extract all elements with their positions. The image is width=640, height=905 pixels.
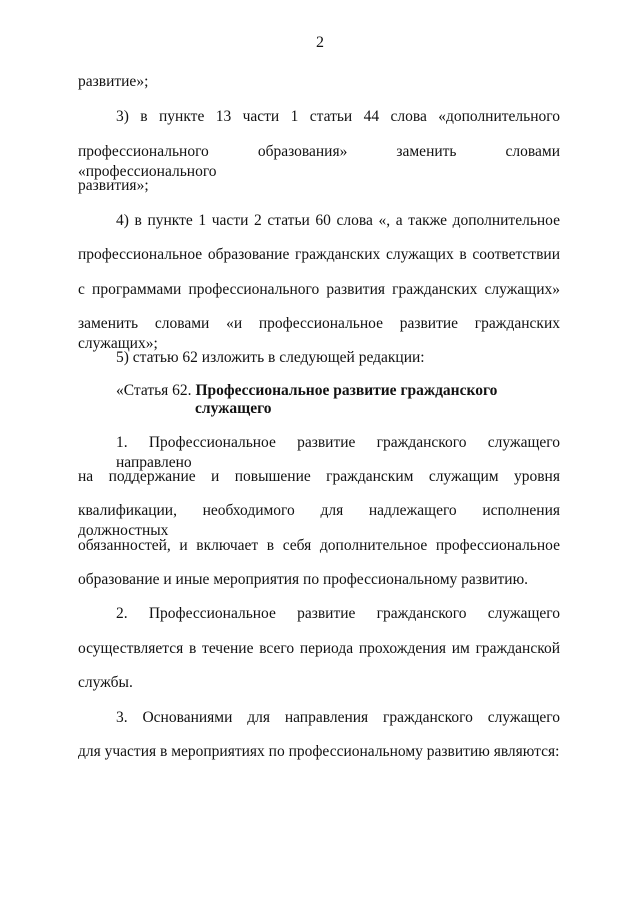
article-title-line1: Профессиональное развитие гражданского	[195, 382, 498, 399]
text-line: заменить словами «и профессиональное развитие гражданских служащих»;	[78, 315, 560, 352]
article-title-line2: служащего	[195, 400, 272, 417]
text-line: 1. Профессиональное развитие гражданского служащего направлено	[116, 434, 560, 471]
text-line: осуществляется в течение всего периода прохождения им гражданской	[78, 640, 560, 657]
article-prefix: «Статья 62.	[116, 382, 192, 399]
text-line: развитие»;	[78, 73, 149, 90]
text-line: с программами профессионального развития гражданских служащих»	[78, 281, 560, 298]
article-heading	[116, 381, 497, 401]
text-line: обязанностей, и включает в себя дополнительное профессиональное	[78, 537, 560, 554]
page-number: 2	[316, 34, 324, 51]
text-line: развития»;	[78, 177, 149, 194]
text-line: образование и иные мероприятия по профессиональному развитию.	[78, 571, 529, 588]
text-line: для участия в мероприятиях по профессиональному развитию являются:	[78, 743, 560, 760]
text-line: 4) в пункте 1 части 2 статьи 60 слова «, а также дополнительное	[116, 212, 560, 229]
text-line: 3. Основаниями для направления гражданского служащего	[116, 709, 560, 726]
text-line: 2. Профессиональное развитие гражданского служащего	[116, 605, 560, 622]
text-line: 5) статью 62 изложить в следующей редакции:	[116, 349, 425, 366]
text-line: квалификации, необходимого для надлежащего исполнения должностных	[78, 502, 560, 539]
text-line: службы.	[78, 674, 133, 691]
text-line: 3) в пункте 13 части 1 статьи 44 слова «дополнительного	[116, 108, 560, 125]
text-line: профессиональное образование гражданских служащих в соответствии	[78, 246, 560, 263]
text-line: профессионального образования» заменить словами «профессионального	[78, 143, 560, 180]
text-line: на поддержание и повышение гражданским служащим уровня	[78, 468, 560, 485]
